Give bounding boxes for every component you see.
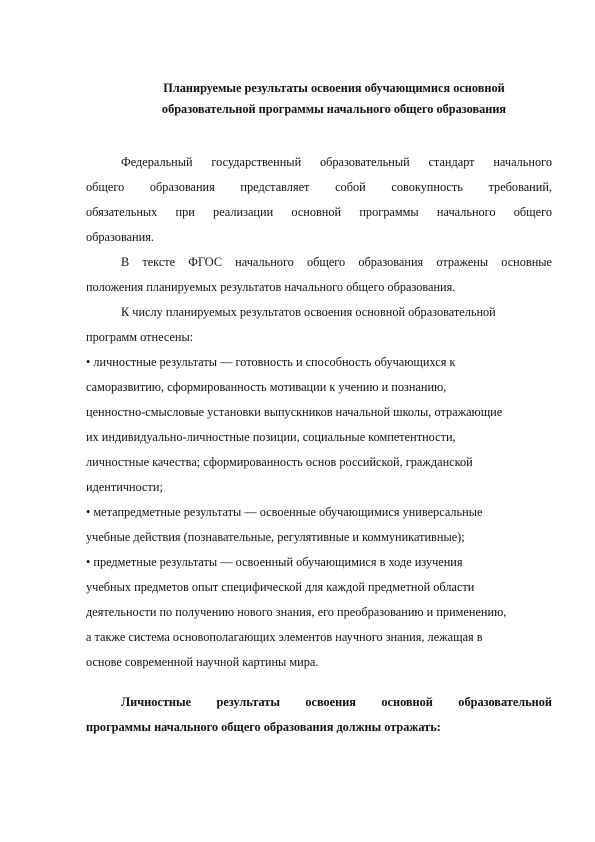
heading-line: программы начального общего образования должны отражать: xyxy=(86,720,441,734)
spacer xyxy=(86,675,552,690)
text-line: • предметные результаты — освоенный обучающимися в ходе изучения xyxy=(86,555,463,569)
heading-line: Личностные результаты освоения основной образовательной xyxy=(121,695,552,709)
text-line: учебных предметов опыт специфической для каждой предметной области xyxy=(86,580,475,594)
text-line: деятельности по получению нового знания, его преобразованию и применению, xyxy=(86,605,507,619)
text-line: идентичности; xyxy=(86,480,163,494)
title-line: образовательной программы начального общего образования xyxy=(161,102,507,116)
text-line: В тексте ФГОС начального общего образования отражены основные xyxy=(121,255,552,269)
bullet-personal-results xyxy=(86,350,552,500)
paragraph-planned-results xyxy=(86,300,552,350)
paragraph-standard xyxy=(86,150,552,250)
section-heading xyxy=(86,690,552,740)
text-line: Федеральный государственный образовательный стандарт начального xyxy=(121,155,552,169)
text-line: • личностные результаты — готовность и способность обучающихся к xyxy=(86,355,456,369)
text-line: обязательных при реализации основной программы начального общего xyxy=(86,205,552,219)
bullet-subject-results xyxy=(86,550,552,675)
text-line: К числу планируемых результатов освоения основной образовательной xyxy=(121,305,496,319)
title-line: Планируемые результаты освоения обучающимися основной xyxy=(163,81,505,95)
text-line: основе современной научной картины мира. xyxy=(86,655,319,669)
document-title xyxy=(84,78,584,120)
text-line: программ отнесены: xyxy=(86,330,194,344)
text-line: положения планируемых результатов начального общего образования. xyxy=(86,280,456,294)
text-line: образования. xyxy=(86,230,154,244)
text-line: ценностно-смысловые установки выпускников начальной школы, отражающие xyxy=(86,405,503,419)
text-line: саморазвитию, сформированность мотивации к учению и познанию, xyxy=(86,380,447,394)
text-line: общего образования представляет собой совокупность требований, xyxy=(86,180,552,194)
bullet-metasubject-results xyxy=(86,500,552,550)
paragraph-fgos xyxy=(86,250,552,300)
text-line: учебные действия (познавательные, регулятивные и коммуникативные); xyxy=(86,530,465,544)
text-line: а также система основополагающих элементов научного знания, лежащая в xyxy=(86,630,483,644)
text-line: личностные качества; сформированность основ российской, гражданской xyxy=(86,455,473,469)
text-line: • метапредметные результаты — освоенные обучающимися универсальные xyxy=(86,505,483,519)
document-body xyxy=(86,150,552,740)
text-line: их индивидуально-личностные позиции, социальные компетентности, xyxy=(86,430,456,444)
